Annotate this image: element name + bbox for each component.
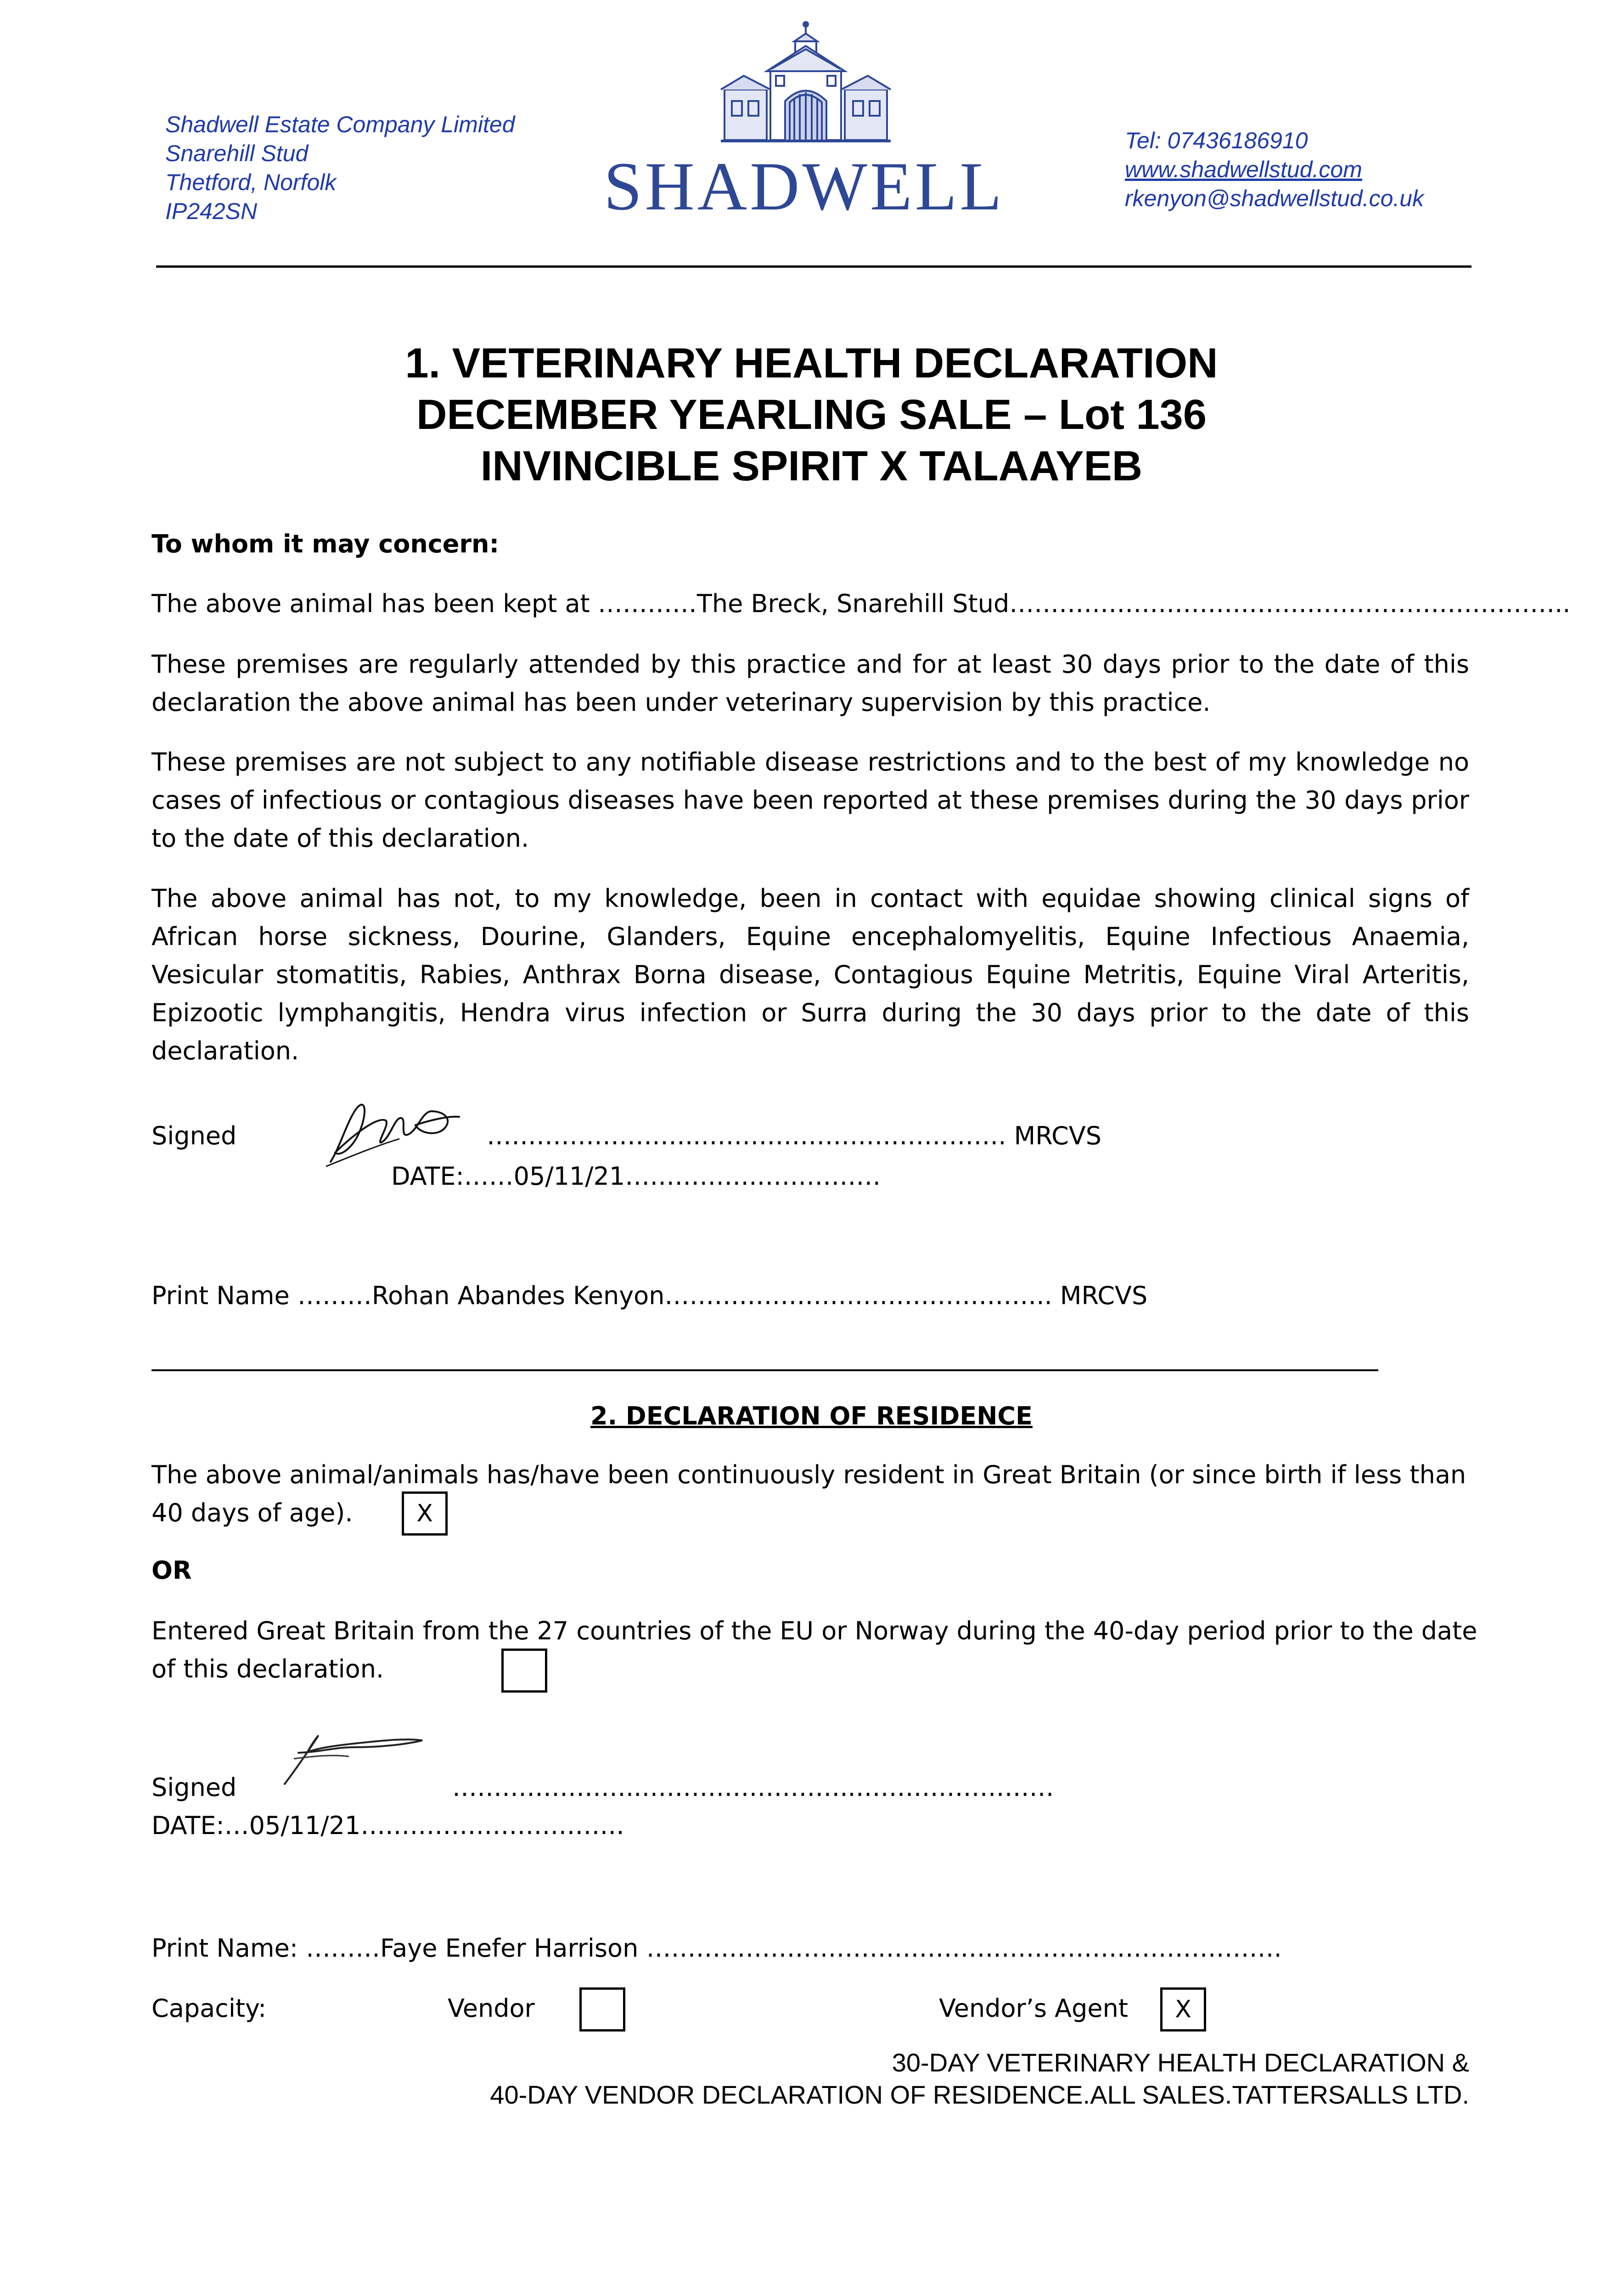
- agent-checkbox[interactable]: X: [1160, 1987, 1206, 2032]
- residence-heading: 2. DECLARATION OF RESIDENCE: [590, 1401, 1033, 1430]
- address-line: Snarehill Stud: [165, 141, 309, 166]
- header-divider: [156, 265, 1471, 268]
- website-link[interactable]: www.shadwellstud.com: [1125, 157, 1362, 182]
- vendor-date: DATE:…05/11/21….……………………….: [152, 1811, 624, 1840]
- brand-name: SHADWELL: [604, 148, 1005, 225]
- vet-date: DATE:……05/11/21…………….……………: [391, 1162, 881, 1191]
- entered-text-line-1: Entered Great Britain from the 27 countries of the EU or Norway during the 40-day period prior to the date: [152, 1616, 1477, 1645]
- agent-label: Vendor’s Agent: [939, 1994, 1129, 2023]
- vendor-print-name: Print Name: ………Faye Enefer Harrison …………………………………….…………………………….: [152, 1934, 1282, 1963]
- paragraph-diseases: The above animal has not, to my knowledge, been in contact with equidae showing clinical signs of African horse sickness, Dourine, Glanders, Equine encephalomyelitis, Equine Infectious Anaemia, Vesicular stomatitis, Rabies, Anthrax Borna disease, Contagious Equine Metritis, Equine Viral Arteritis, Epizootic lymphangitis, Hendra virus infection or Surra during the 30 days prior to the date of this declaration.: [152, 884, 1469, 1065]
- email-address[interactable]: rkenyon@shadwellstud.co.uk: [1125, 186, 1424, 211]
- vet-signature-line: ……………………..………………………………. MRCVS: [487, 1121, 1102, 1150]
- vendor-signature-line: …………………..……………………..……………………: [452, 1773, 1054, 1802]
- kept-at-line: The above animal has been kept at …………The Breck, Snarehill Stud…………………………………………………………..: [152, 589, 1571, 618]
- resident-checkbox[interactable]: X: [402, 1491, 448, 1536]
- entered-text-line-2: of this declaration.: [152, 1654, 384, 1683]
- footer-line-1: 30-DAY VETERINARY HEALTH DECLARATION &: [892, 2048, 1469, 2077]
- title-line-3: INVINCIBLE SPIRIT X TALAAYEB: [480, 443, 1143, 490]
- phone-number: Tel: 07436186910: [1125, 128, 1308, 153]
- section-divider: [152, 1369, 1378, 1371]
- vendor-checkbox[interactable]: [579, 1987, 625, 2032]
- address-line: IP242SN: [165, 198, 258, 224]
- contact-block: [1125, 126, 1424, 213]
- footer-note: [490, 2047, 1469, 2111]
- entered-checkbox[interactable]: [501, 1649, 547, 1693]
- paragraph-supervision: These premises are regularly attended by this practice and for at least 30 days prior to the date of this declaration the above animal has been under veterinary supervision by this practice.: [152, 650, 1469, 717]
- or-label: OR: [152, 1556, 192, 1585]
- vet-print-name: Print Name ………Rohan Abandes Kenyon……………………………………….. MRCVS: [152, 1281, 1148, 1310]
- gatehouse-logo-icon: [716, 21, 895, 145]
- title-line-1: 1. VETERINARY HEALTH DECLARATION: [405, 340, 1218, 387]
- title-line-2: DECEMBER YEARLING SALE – Lot 136: [416, 391, 1207, 438]
- greeting: To whom it may concern:: [152, 529, 500, 558]
- signed-label: Signed: [152, 1121, 237, 1150]
- capacity-label: Capacity:: [152, 1994, 267, 2023]
- paragraph-restrictions: These premises are not subject to any notifiable disease restrictions and to the best of my knowledge no cases of infectious or contagious diseases have been reported at these premises during the 30 days prior to the date of this declaration.: [152, 748, 1469, 853]
- company-address: [165, 110, 515, 226]
- footer-line-2: 40-DAY VENDOR DECLARATION OF RESIDENCE.ALL SALES.TATTERSALLS LTD.: [490, 2080, 1469, 2109]
- address-line: Thetford, Norfolk: [165, 169, 337, 195]
- vendor-signature-icon: [271, 1724, 427, 1789]
- vendor-label: Vendor: [448, 1994, 535, 2023]
- resident-text-line-2: 40 days of age).: [152, 1498, 353, 1527]
- document-title: [0, 338, 1623, 492]
- resident-text-line-1: The above animal/animals has/have been continuously resident in Great Britain (or since birth if less than: [152, 1460, 1466, 1489]
- address-line: Shadwell Estate Company Limited: [165, 112, 515, 137]
- vendor-signed-label: Signed: [152, 1773, 237, 1802]
